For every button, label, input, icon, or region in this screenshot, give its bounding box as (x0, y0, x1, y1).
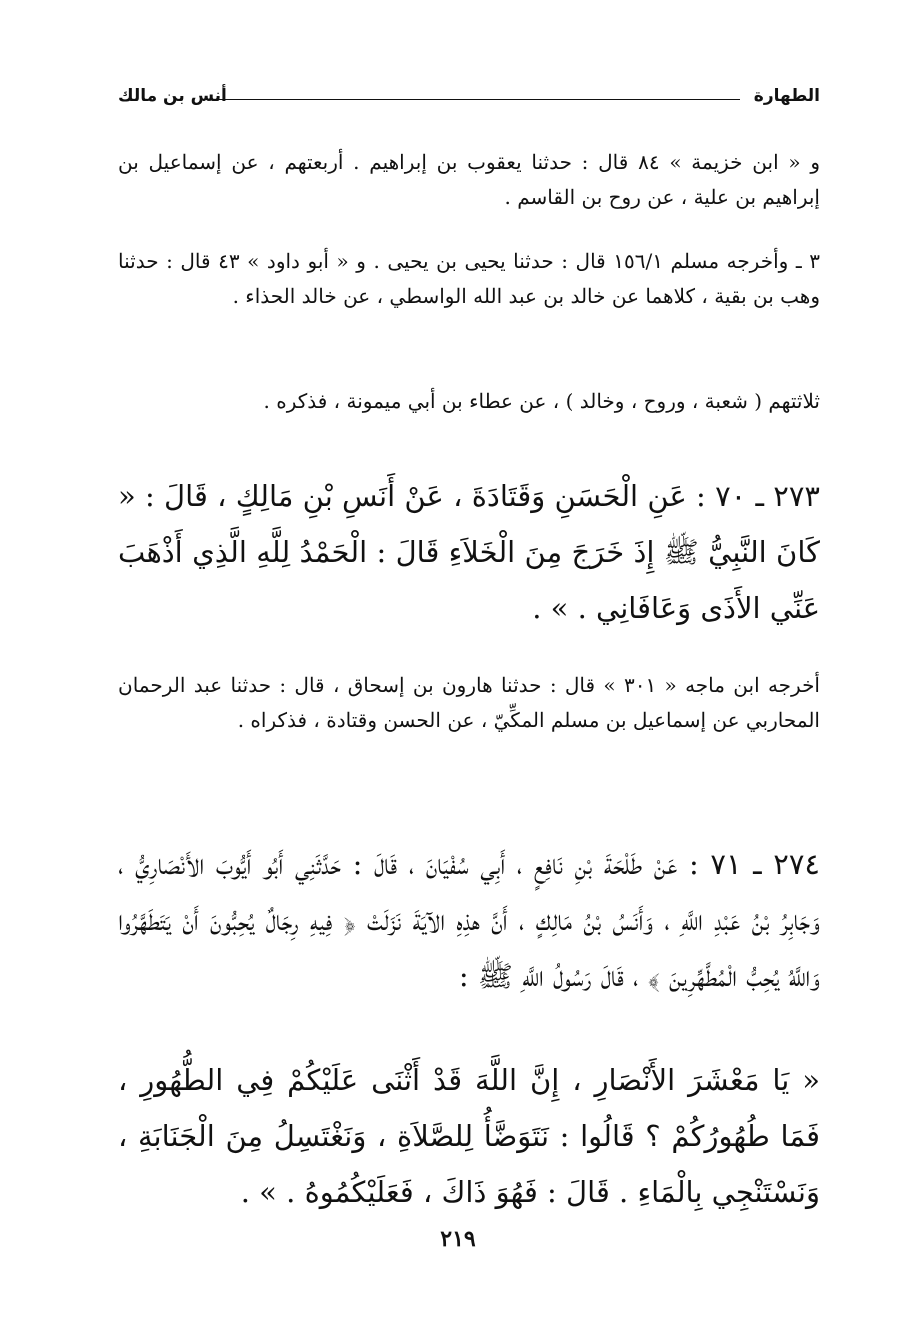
paragraph-text: أخرجه ابن ماجه « ٣٠١ » قال : حدثنا هارون بن إسحاق ، قال : حدثنا عبد الرحمان المحاربي عن إسماعيل بن مسلم المكِّيّ ، عن الحسن وقتادة ، فذكراه . (118, 673, 820, 732)
paragraph-text: ثلاثتهم ( شعبة ، وروح ، وخالد ) ، عن عطاء بن أبي ميمونة ، فذكره . (263, 389, 820, 413)
paragraph-ibn-majah (118, 668, 820, 738)
hadith-273 (118, 468, 820, 636)
chapter-title: الطهارة (753, 86, 820, 106)
hadith-text: ٢٧٣ ـ ٧٠ : عَنِ الْحَسَنِ وَقَتَادَةَ ، عَنْ أَنَسِ بْنِ مَالِكٍ ، قَالَ : « كَانَ النَّبِيُّ ﷺ إِذَ خَرَجَ مِنَ الْخَلاَءِ قَالَ : الْحَمْدُ لِلَّهِ الَّذِي أَذْهَبَ عَنِّي الأَذَى وَعَافَانِي . » . (118, 479, 820, 625)
narrator-title: أنس بن مالك (118, 86, 227, 106)
page-number: ٢١٩ (440, 1226, 476, 1252)
header-rule (206, 99, 740, 100)
paragraph-text: ٣ ـ وأخرجه مسلم ١٥٦/١ قال : حدثنا يحيى بن يحيى . و « أبو داود » ٤٣ قال : حدثنا وهب بن بقية ، كلاهما عن خالد بن عبد الله الواسطي ، عن خالد الحذاء . (118, 249, 820, 308)
paragraph-muslim-abu-dawud (118, 244, 820, 314)
paragraph-thalathatuhum (118, 384, 820, 419)
running-header (118, 86, 820, 110)
hadith-text: « يَا مَعْشَرَ الأَنْصَارِ ، إِنَّ اللَّهَ قَدْ أَثْنَى عَلَيْكُمْ فِي الطُّهُورِ ، فَمَا طُهُورُكُمْ ؟ قَالُوا : نَتَوَضَّأُ لِلصَّلاَةِ ، وَنَغْتَسِلُ مِنَ الْجَنَابَةِ ، وَنَسْتَنْجِي بِالْمَاءِ . قَالَ : فَهُوَ ذَاكَ ، فَعَلَيْكُمُوهُ . » . (118, 1063, 820, 1209)
hadith-274 (118, 836, 820, 1004)
paragraph-text: و « ابن خزيمة » ٨٤ قال : حدثنا يعقوب بن إبراهيم . أربعتهم ، عن إسماعيل بن إبراهيم بن علية ، عن روح بن القاسم . (118, 150, 821, 209)
paragraph-ibn-khuzaymah (118, 145, 820, 215)
hadith-text: ٢٧٤ ـ ٧١ : عَنْ طَلْحَةَ بْنِ نَافِعٍ ، أَبِي سُفْيَانَ ، قَالَ : حَدَّثَنِي أَبُو أَيُّوبَ الأَنْصَارِيُّ ، وَجَابِرُ بْنُ عَبْدِ اللَّهِ ، وَأَنَسُ بْنُ مَالِكٍ ، أَنَّ هذِهِ الآيَةَ نَزَلَتْ ﴿ فِيهِ رِجَالٌ يُحِبُّونَ أَنْ يَتَطَهَّرُوا وَاللَّهُ يُحِبُّ الْمُطَّهِّرِينَ ﴾ ، قَالَ رَسُولُ اللَّهِ ﷺ : (118, 847, 820, 993)
hadith-274-continued (118, 1052, 820, 1220)
